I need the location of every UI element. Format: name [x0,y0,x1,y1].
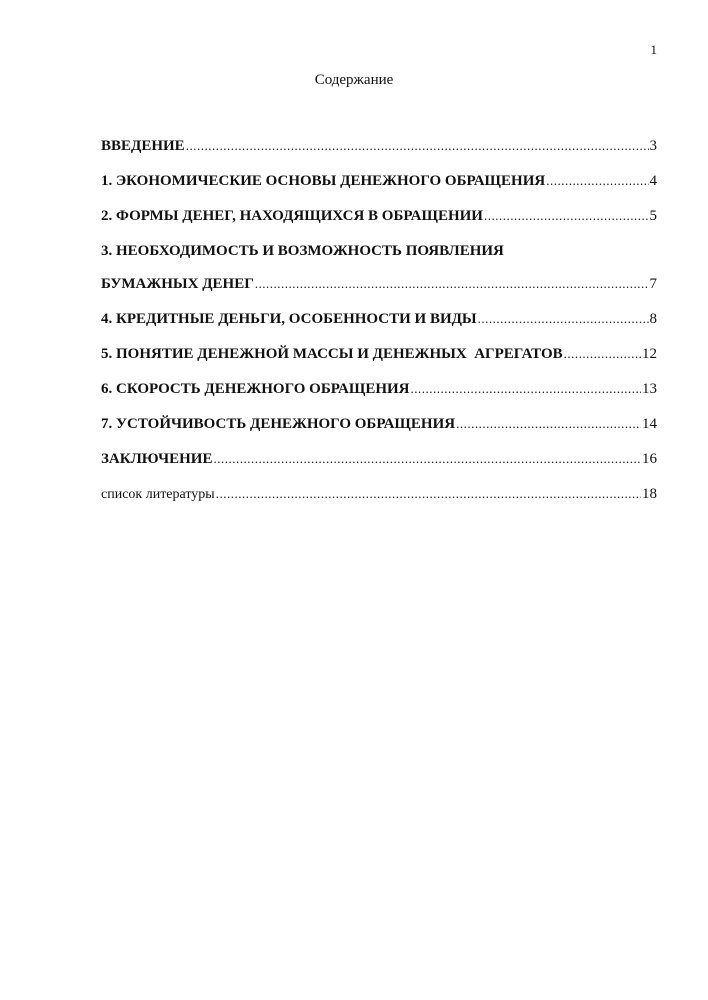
dot-leader [255,274,649,294]
toc-entry-page: 13 [642,381,657,397]
page-title: Содержание [314,72,394,88]
toc-entry-chapter-3[interactable] [101,241,657,294]
toc-entry-chapter-5[interactable] [101,344,657,364]
dot-leader [186,136,649,156]
toc-entry-label: список литературы [101,487,215,502]
dot-leader [213,449,641,469]
toc-entry-chapter-4[interactable] [101,309,657,329]
toc-entry-label: 5. ПОНЯТИЕ ДЕНЕЖНОЙ МАССЫ И ДЕНЕЖНЫХ АГРЕГАТОВ [101,346,563,362]
dot-leader [216,484,641,504]
toc-entry-page: 14 [642,416,657,432]
toc-entry-bibliography[interactable] [101,484,657,505]
toc-entry-page: 3 [649,138,657,154]
toc-entry-label: ЗАКЛЮЧЕНИЕ [101,451,213,467]
toc-entry-label-line1: 3. НЕОБХОДИМОСТЬ И ВОЗМОЖНОСТЬ ПОЯВЛЕНИЯ [101,243,504,259]
toc-entry-label: 6. СКОРОСТЬ ДЕНЕЖНОГО ОБРАЩЕНИЯ [101,381,410,397]
toc-entry-introduction[interactable] [101,136,657,156]
dot-leader [478,309,649,329]
toc-entry-page: 4 [649,173,657,189]
toc-entry-page: 5 [649,208,657,224]
toc-entry-label: ВВЕДЕНИЕ [101,138,185,154]
toc-entry-conclusion[interactable] [101,449,657,469]
dot-leader [456,414,641,434]
toc-entry-page: 7 [649,276,657,292]
toc-entry-page: 16 [642,451,657,467]
toc-entry-chapter-6[interactable] [101,379,657,399]
toc-entry-page: 8 [649,311,657,327]
toc-entry-chapter-2[interactable] [101,206,657,226]
toc-entry-page: 12 [642,346,657,362]
page-number: 1 [650,42,657,57]
dot-leader [484,206,649,226]
toc-entry-label: 4. КРЕДИТНЫЕ ДЕНЬГИ, ОСОБЕННОСТИ И ВИДЫ [101,311,477,327]
dot-leader [411,379,642,399]
toc-entry-page: 18 [642,486,657,502]
toc-entry-label: 2. ФОРМЫ ДЕНЕГ, НАХОДЯЩИХСЯ В ОБРАЩЕНИИ [101,208,483,224]
toc-entry-chapter-1[interactable] [101,171,657,191]
dot-leader [546,171,648,191]
toc-entry-line2 [101,274,657,294]
toc-entry-label-line2: БУМАЖНЫХ ДЕНЕГ [101,276,254,292]
dot-leader [564,344,641,364]
toc-entry-chapter-7[interactable] [101,414,657,434]
table-of-contents [101,136,657,520]
toc-entry-label: 1. ЭКОНОМИЧЕСКИЕ ОСНОВЫ ДЕНЕЖНОГО ОБРАЩЕНИЯ [101,173,546,189]
toc-entry-label: 7. УСТОЙЧИВОСТЬ ДЕНЕЖНОГО ОБРАЩЕНИЯ [101,416,456,432]
